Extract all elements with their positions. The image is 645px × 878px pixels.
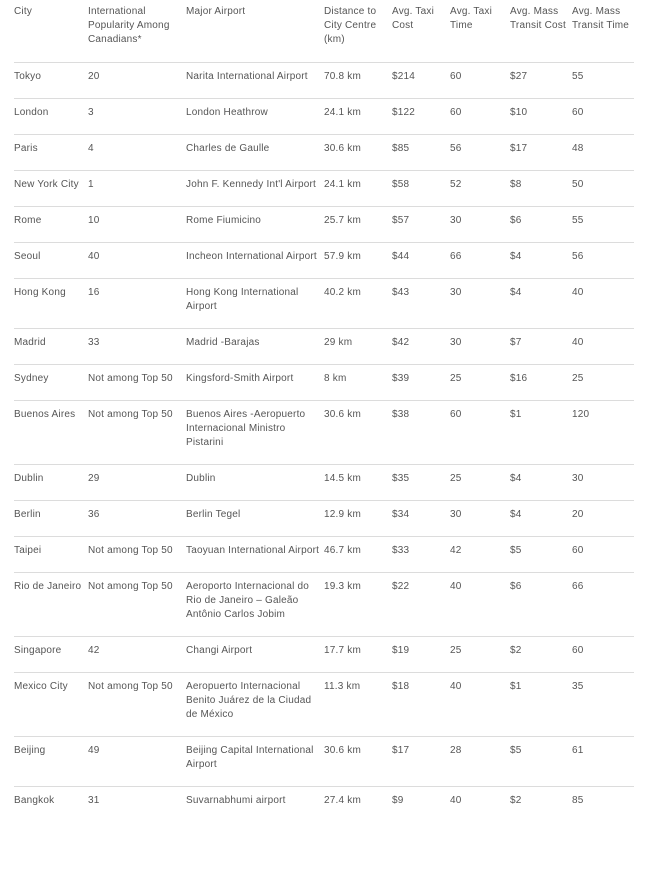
cell-taxi-time: 60 [450, 107, 462, 118]
cell-taxi-cost: $18 [392, 681, 410, 692]
cell-airport: Suvarnabhumi airport [186, 795, 286, 806]
cell-taxi-time: 40 [450, 795, 462, 806]
cell-transit-time: 56 [572, 251, 584, 262]
cell-transit-cost: $1 [510, 681, 522, 692]
cell-taxi-time: 28 [450, 745, 462, 756]
cell-popularity: 49 [88, 745, 100, 756]
cell-city: New York City [14, 179, 79, 190]
cell-taxi-cost: $43 [392, 287, 410, 298]
cell-taxi-cost: $42 [392, 337, 410, 348]
table-row [14, 279, 634, 329]
cell-transit-time: 55 [572, 215, 584, 226]
cell-taxi-time: 40 [450, 581, 462, 592]
cell-transit-time: 40 [572, 287, 584, 298]
cell-popularity: 4 [88, 143, 94, 154]
cell-popularity: Not among Top 50 [88, 373, 173, 384]
cell-airport: John F. Kennedy Int'l Airport [186, 179, 317, 190]
cell-taxi-time: 42 [450, 545, 462, 556]
cell-taxi-cost: $58 [392, 179, 410, 190]
column-header-taxi-cost: Avg. Taxi Cost [392, 6, 435, 31]
cell-taxi-time: 30 [450, 215, 462, 226]
cell-transit-cost: $10 [510, 107, 528, 118]
airport-comparison-table [14, 0, 634, 822]
cell-distance: 57.9 km [324, 251, 361, 262]
cell-distance: 30.6 km [324, 745, 361, 756]
cell-city: Bangkok [14, 795, 55, 806]
column-header-airport: Major Airport [186, 6, 246, 17]
table-row [14, 673, 634, 737]
cell-distance: 70.8 km [324, 71, 361, 82]
table-row [14, 243, 634, 279]
cell-airport: Dublin [186, 473, 216, 484]
cell-distance: 24.1 km [324, 179, 361, 190]
cell-city: Mexico City [14, 681, 68, 692]
cell-transit-time: 55 [572, 71, 584, 82]
cell-distance: 29 km [324, 337, 353, 348]
cell-city: Seoul [14, 251, 41, 262]
table-row [14, 501, 634, 537]
cell-popularity: 10 [88, 215, 100, 226]
cell-distance: 12.9 km [324, 509, 361, 520]
cell-taxi-time: 30 [450, 287, 462, 298]
cell-transit-time: 60 [572, 545, 584, 556]
cell-taxi-time: 60 [450, 71, 462, 82]
cell-transit-cost: $4 [510, 473, 522, 484]
cell-transit-cost: $7 [510, 337, 522, 348]
cell-airport: Beijing Capital International Airport [186, 745, 314, 770]
cell-distance: 14.5 km [324, 473, 361, 484]
cell-airport: Aeroporto Internacional do Rio de Janeiro – Galeão Antônio Carlos Jobim [186, 581, 310, 620]
cell-taxi-cost: $85 [392, 143, 410, 154]
table-row [14, 573, 634, 637]
cell-city: Paris [14, 143, 38, 154]
cell-airport: Taoyuan International Airport [186, 545, 320, 556]
column-header-transit-cost: Avg. Mass Transit Cost [510, 6, 566, 31]
cell-distance: 27.4 km [324, 795, 361, 806]
cell-distance: 25.7 km [324, 215, 361, 226]
cell-taxi-cost: $57 [392, 215, 410, 226]
cell-transit-time: 61 [572, 745, 584, 756]
cell-transit-cost: $5 [510, 545, 522, 556]
cell-popularity: 40 [88, 251, 100, 262]
cell-airport: Madrid -Barajas [186, 337, 260, 348]
table-row [14, 537, 634, 573]
cell-taxi-cost: $38 [392, 409, 410, 420]
cell-taxi-cost: $33 [392, 545, 410, 556]
cell-transit-cost: $16 [510, 373, 528, 384]
cell-city: Dublin [14, 473, 44, 484]
cell-transit-cost: $1 [510, 409, 522, 420]
cell-transit-time: 25 [572, 373, 584, 384]
cell-distance: 17.7 km [324, 645, 361, 656]
cell-taxi-cost: $214 [392, 71, 416, 82]
cell-transit-time: 20 [572, 509, 584, 520]
cell-transit-cost: $2 [510, 795, 522, 806]
cell-city: Singapore [14, 645, 62, 656]
cell-transit-cost: $5 [510, 745, 522, 756]
cell-airport: Berlin Tegel [186, 509, 241, 520]
cell-taxi-time: 25 [450, 373, 462, 384]
cell-city: London [14, 107, 49, 118]
cell-popularity: Not among Top 50 [88, 409, 173, 420]
cell-taxi-cost: $35 [392, 473, 410, 484]
cell-popularity: 3 [88, 107, 94, 118]
cell-city: Beijing [14, 745, 46, 756]
cell-popularity: 33 [88, 337, 100, 348]
cell-taxi-cost: $17 [392, 745, 410, 756]
cell-city: Buenos Aires [14, 409, 76, 420]
cell-airport: Rome Fiumicino [186, 215, 262, 226]
cell-transit-cost: $8 [510, 179, 522, 190]
cell-transit-cost: $27 [510, 71, 528, 82]
cell-airport: Charles de Gaulle [186, 143, 270, 154]
table-row [14, 135, 634, 171]
cell-distance: 40.2 km [324, 287, 361, 298]
cell-taxi-time: 30 [450, 509, 462, 520]
cell-city: Hong Kong [14, 287, 66, 298]
table-row [14, 63, 634, 99]
cell-popularity: 16 [88, 287, 100, 298]
cell-taxi-time: 25 [450, 473, 462, 484]
cell-city: Taipei [14, 545, 42, 556]
cell-airport: Changi Airport [186, 645, 253, 656]
cell-transit-time: 50 [572, 179, 584, 190]
column-header-popularity: International Popularity Among Canadians* [88, 6, 170, 45]
cell-transit-time: 120 [572, 409, 590, 420]
column-header-taxi-time: Avg. Taxi Time [450, 6, 493, 31]
cell-transit-time: 30 [572, 473, 584, 484]
cell-distance: 30.6 km [324, 143, 361, 154]
cell-transit-time: 60 [572, 107, 584, 118]
cell-popularity: Not among Top 50 [88, 581, 173, 592]
table-row [14, 99, 634, 135]
cell-airport: Kingsford-Smith Airport [186, 373, 294, 384]
table-row [14, 637, 634, 673]
cell-transit-cost: $6 [510, 215, 522, 226]
cell-transit-time: 60 [572, 645, 584, 656]
table-row [14, 787, 634, 823]
cell-taxi-time: 66 [450, 251, 462, 262]
cell-transit-cost: $4 [510, 509, 522, 520]
cell-transit-time: 35 [572, 681, 584, 692]
cell-popularity: 36 [88, 509, 100, 520]
table-row [14, 329, 634, 365]
cell-taxi-cost: $39 [392, 373, 410, 384]
cell-taxi-cost: $44 [392, 251, 410, 262]
table-row [14, 365, 634, 401]
cell-distance: 8 km [324, 373, 347, 384]
cell-popularity: Not among Top 50 [88, 545, 173, 556]
table-row [14, 401, 634, 465]
column-header-city: City [14, 6, 33, 17]
cell-taxi-time: 30 [450, 337, 462, 348]
table-row [14, 465, 634, 501]
cell-taxi-cost: $122 [392, 107, 416, 118]
cell-transit-time: 48 [572, 143, 584, 154]
cell-airport: Aeropuerto Internacional Benito Juárez de la Ciudad de México [186, 681, 312, 720]
cell-distance: 30.6 km [324, 409, 361, 420]
cell-airport: Narita International Airport [186, 71, 308, 82]
cell-distance: 24.1 km [324, 107, 361, 118]
table-row [14, 207, 634, 243]
cell-taxi-cost: $22 [392, 581, 410, 592]
cell-distance: 11.3 km [324, 681, 361, 692]
cell-distance: 46.7 km [324, 545, 361, 556]
table-row [14, 737, 634, 787]
cell-airport: Hong Kong International Airport [186, 287, 299, 312]
cell-popularity: 1 [88, 179, 94, 190]
cell-taxi-time: 25 [450, 645, 462, 656]
cell-transit-cost: $2 [510, 645, 522, 656]
cell-transit-cost: $4 [510, 287, 522, 298]
cell-taxi-cost: $19 [392, 645, 410, 656]
cell-transit-time: 85 [572, 795, 584, 806]
cell-city: Berlin [14, 509, 41, 520]
cell-popularity: 31 [88, 795, 100, 806]
column-header-distance: Distance to City Centre (km) [324, 6, 377, 45]
cell-city: Rio de Janeiro [14, 581, 82, 592]
cell-city: Madrid [14, 337, 46, 348]
cell-taxi-time: 56 [450, 143, 462, 154]
cell-taxi-cost: $34 [392, 509, 410, 520]
table-row [14, 171, 634, 207]
table-header-row [14, 0, 634, 63]
cell-city: Tokyo [14, 71, 42, 82]
cell-distance: 19.3 km [324, 581, 361, 592]
cell-taxi-time: 52 [450, 179, 462, 190]
cell-taxi-time: 40 [450, 681, 462, 692]
cell-taxi-cost: $9 [392, 795, 404, 806]
cell-airport: Buenos Aires -Aeropuerto Internacional Ministro Pistarini [186, 409, 306, 448]
column-header-transit-time: Avg. Mass Transit Time [572, 6, 630, 31]
cell-popularity: 29 [88, 473, 100, 484]
cell-transit-time: 66 [572, 581, 584, 592]
cell-airport: Incheon International Airport [186, 251, 317, 262]
cell-popularity: 42 [88, 645, 100, 656]
cell-popularity: 20 [88, 71, 100, 82]
cell-city: Sydney [14, 373, 49, 384]
cell-transit-cost: $4 [510, 251, 522, 262]
cell-transit-cost: $17 [510, 143, 528, 154]
cell-transit-time: 40 [572, 337, 584, 348]
cell-airport: London Heathrow [186, 107, 268, 118]
cell-taxi-time: 60 [450, 409, 462, 420]
cell-city: Rome [14, 215, 42, 226]
cell-transit-cost: $6 [510, 581, 522, 592]
cell-popularity: Not among Top 50 [88, 681, 173, 692]
